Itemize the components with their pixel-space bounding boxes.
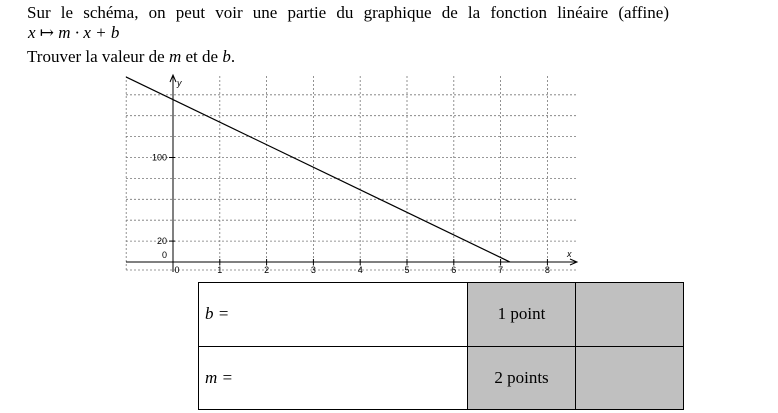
x-tick-label: 2 bbox=[264, 265, 270, 275]
y-tick-label: 20 bbox=[156, 236, 167, 247]
variable-b: b bbox=[222, 47, 231, 66]
graph-series bbox=[126, 77, 510, 262]
answer-label-b[interactable]: b = bbox=[199, 283, 468, 347]
score-cell-b bbox=[576, 283, 684, 347]
x-axis-label: x bbox=[567, 249, 572, 259]
graph-grid bbox=[126, 76, 577, 270]
graph-axes bbox=[126, 75, 577, 272]
function-formula: x ↦ m · x + b bbox=[28, 23, 120, 42]
y-tick-label: 100 bbox=[151, 152, 167, 163]
answer-label-m[interactable]: m = bbox=[199, 346, 468, 410]
y-tick-label: 0 bbox=[161, 250, 167, 260]
x-tick-label: 4 bbox=[357, 265, 363, 275]
points-m: 2 points bbox=[468, 346, 576, 410]
x-tick-label: 0 bbox=[174, 265, 180, 275]
x-tick-label: 5 bbox=[404, 265, 410, 275]
question-end: . bbox=[230, 47, 236, 66]
x-tick-label: 6 bbox=[451, 265, 457, 275]
variable-m: m bbox=[168, 47, 182, 66]
y-axis-label: y bbox=[177, 78, 182, 88]
graph-tick-labels bbox=[152, 78, 572, 275]
answer-table bbox=[198, 282, 684, 410]
score-cell-m bbox=[576, 346, 684, 410]
points-b: 1 point bbox=[468, 283, 576, 347]
x-tick-label: 3 bbox=[310, 265, 316, 275]
problem-line-1: Sur le schéma, on peut voir une partie du graphique de la fonction linéaire (affine) bbox=[27, 3, 669, 22]
answer-row-m bbox=[199, 346, 684, 410]
x-tick-label: 7 bbox=[498, 265, 504, 275]
question-prefix: Trouver la valeur de bbox=[27, 47, 169, 66]
question-mid: et de bbox=[181, 47, 223, 66]
function-line bbox=[126, 77, 510, 262]
answer-row-b bbox=[199, 283, 684, 347]
x-tick-label: 1 bbox=[217, 265, 223, 275]
x-tick-label: 8 bbox=[544, 265, 550, 275]
